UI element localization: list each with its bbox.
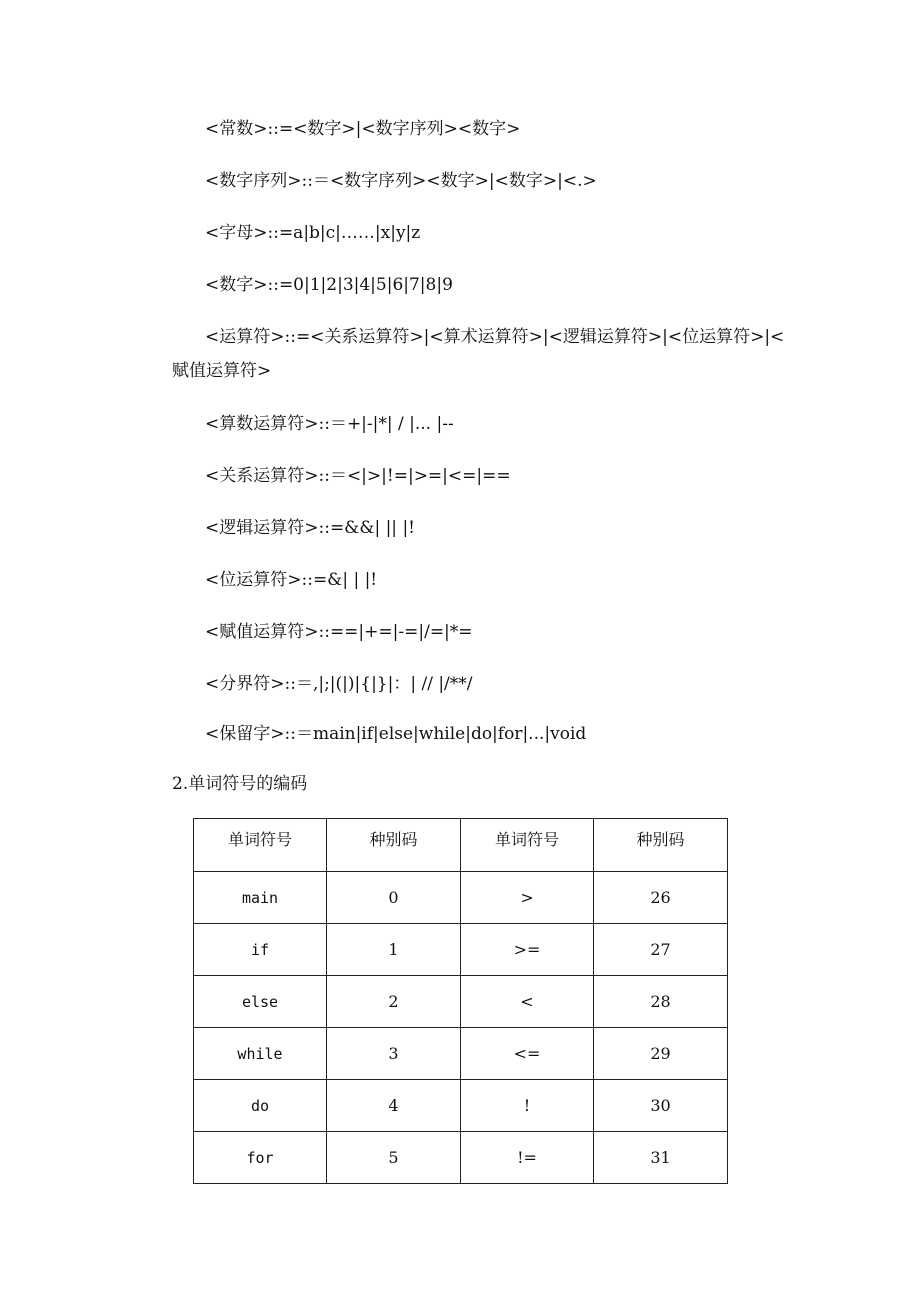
grammar-rule-digit: <数字>::=0|1|2|3|4|5|6|7|8|9 xyxy=(205,275,453,295)
grammar-rule-delimiter: <分界符>::＝,|;|(|)|{|}|：| // |/**/ xyxy=(205,674,473,694)
table-cell-symbol: do xyxy=(194,1080,327,1132)
grammar-rule-arithmetic-operator: <算数运算符>::＝+|-|*| / |... |-- xyxy=(205,414,454,434)
table-cell-symbol: < xyxy=(461,976,594,1028)
table-cell-code: 4 xyxy=(327,1080,461,1132)
table-cell-symbol: for xyxy=(194,1132,327,1184)
table-cell-code: 3 xyxy=(327,1028,461,1080)
table-cell-symbol: else xyxy=(194,976,327,1028)
grammar-rule-letter: <字母>::=a|b|c|……|x|y|z xyxy=(205,223,421,243)
table-cell-symbol: ! xyxy=(461,1080,594,1132)
table-header-row xyxy=(194,819,728,872)
table-cell-code: 31 xyxy=(594,1132,728,1184)
section-heading: 2.单词符号的编码 xyxy=(172,774,308,794)
table-cell-code: 1 xyxy=(327,924,461,976)
table-cell-symbol: != xyxy=(461,1132,594,1184)
table-header-cell: 种别码 xyxy=(327,819,461,872)
table-cell-symbol: while xyxy=(194,1028,327,1080)
table-cell-code: 28 xyxy=(594,976,728,1028)
grammar-rule-bitwise-operator: <位运算符>::=&| | |! xyxy=(205,570,378,590)
table-cell-code: 5 xyxy=(327,1132,461,1184)
table-header-cell: 种别码 xyxy=(594,819,728,872)
grammar-rule-operator-continued: 赋值运算符> xyxy=(172,361,272,381)
grammar-rule-reserved-word: <保留字>::＝main|if|else|while|do|for|...|void xyxy=(205,724,587,744)
grammar-rule-digit-sequence: <数字序列>::＝<数字序列><数字>|<数字>|<.> xyxy=(205,171,597,191)
table-cell-symbol: main xyxy=(194,872,327,924)
table-cell-symbol: <= xyxy=(461,1028,594,1080)
table-cell-code: 0 xyxy=(327,872,461,924)
table-header-cell: 单词符号 xyxy=(194,819,327,872)
table-cell-code: 2 xyxy=(327,976,461,1028)
table-row xyxy=(194,1132,728,1184)
table-row xyxy=(194,1080,728,1132)
table-cell-symbol: > xyxy=(461,872,594,924)
table-row xyxy=(194,924,728,976)
table-header-cell: 单词符号 xyxy=(461,819,594,872)
table-cell-code: 30 xyxy=(594,1080,728,1132)
table-row xyxy=(194,976,728,1028)
grammar-rule-assignment-operator: <赋值运算符>::==|+=|-=|/=|*= xyxy=(205,622,473,642)
grammar-rule-logical-operator: <逻辑运算符>::=&&| || |! xyxy=(205,518,416,538)
table-cell-code: 29 xyxy=(594,1028,728,1080)
grammar-rule-relational-operator: <关系运算符>::＝<|>|!=|>=|<=|== xyxy=(205,466,511,486)
grammar-rule-constant: <常数>::=<数字>|<数字序列><数字> xyxy=(205,119,521,139)
table-cell-code: 26 xyxy=(594,872,728,924)
table-cell-code: 27 xyxy=(594,924,728,976)
table-row xyxy=(194,872,728,924)
token-code-table xyxy=(193,818,728,1184)
grammar-rule-operator: <运算符>::=<关系运算符>|<算术运算符>|<逻辑运算符>|<位运算符>|< xyxy=(205,327,785,347)
table-row xyxy=(194,1028,728,1080)
table-cell-symbol: >= xyxy=(461,924,594,976)
table-cell-symbol: if xyxy=(194,924,327,976)
